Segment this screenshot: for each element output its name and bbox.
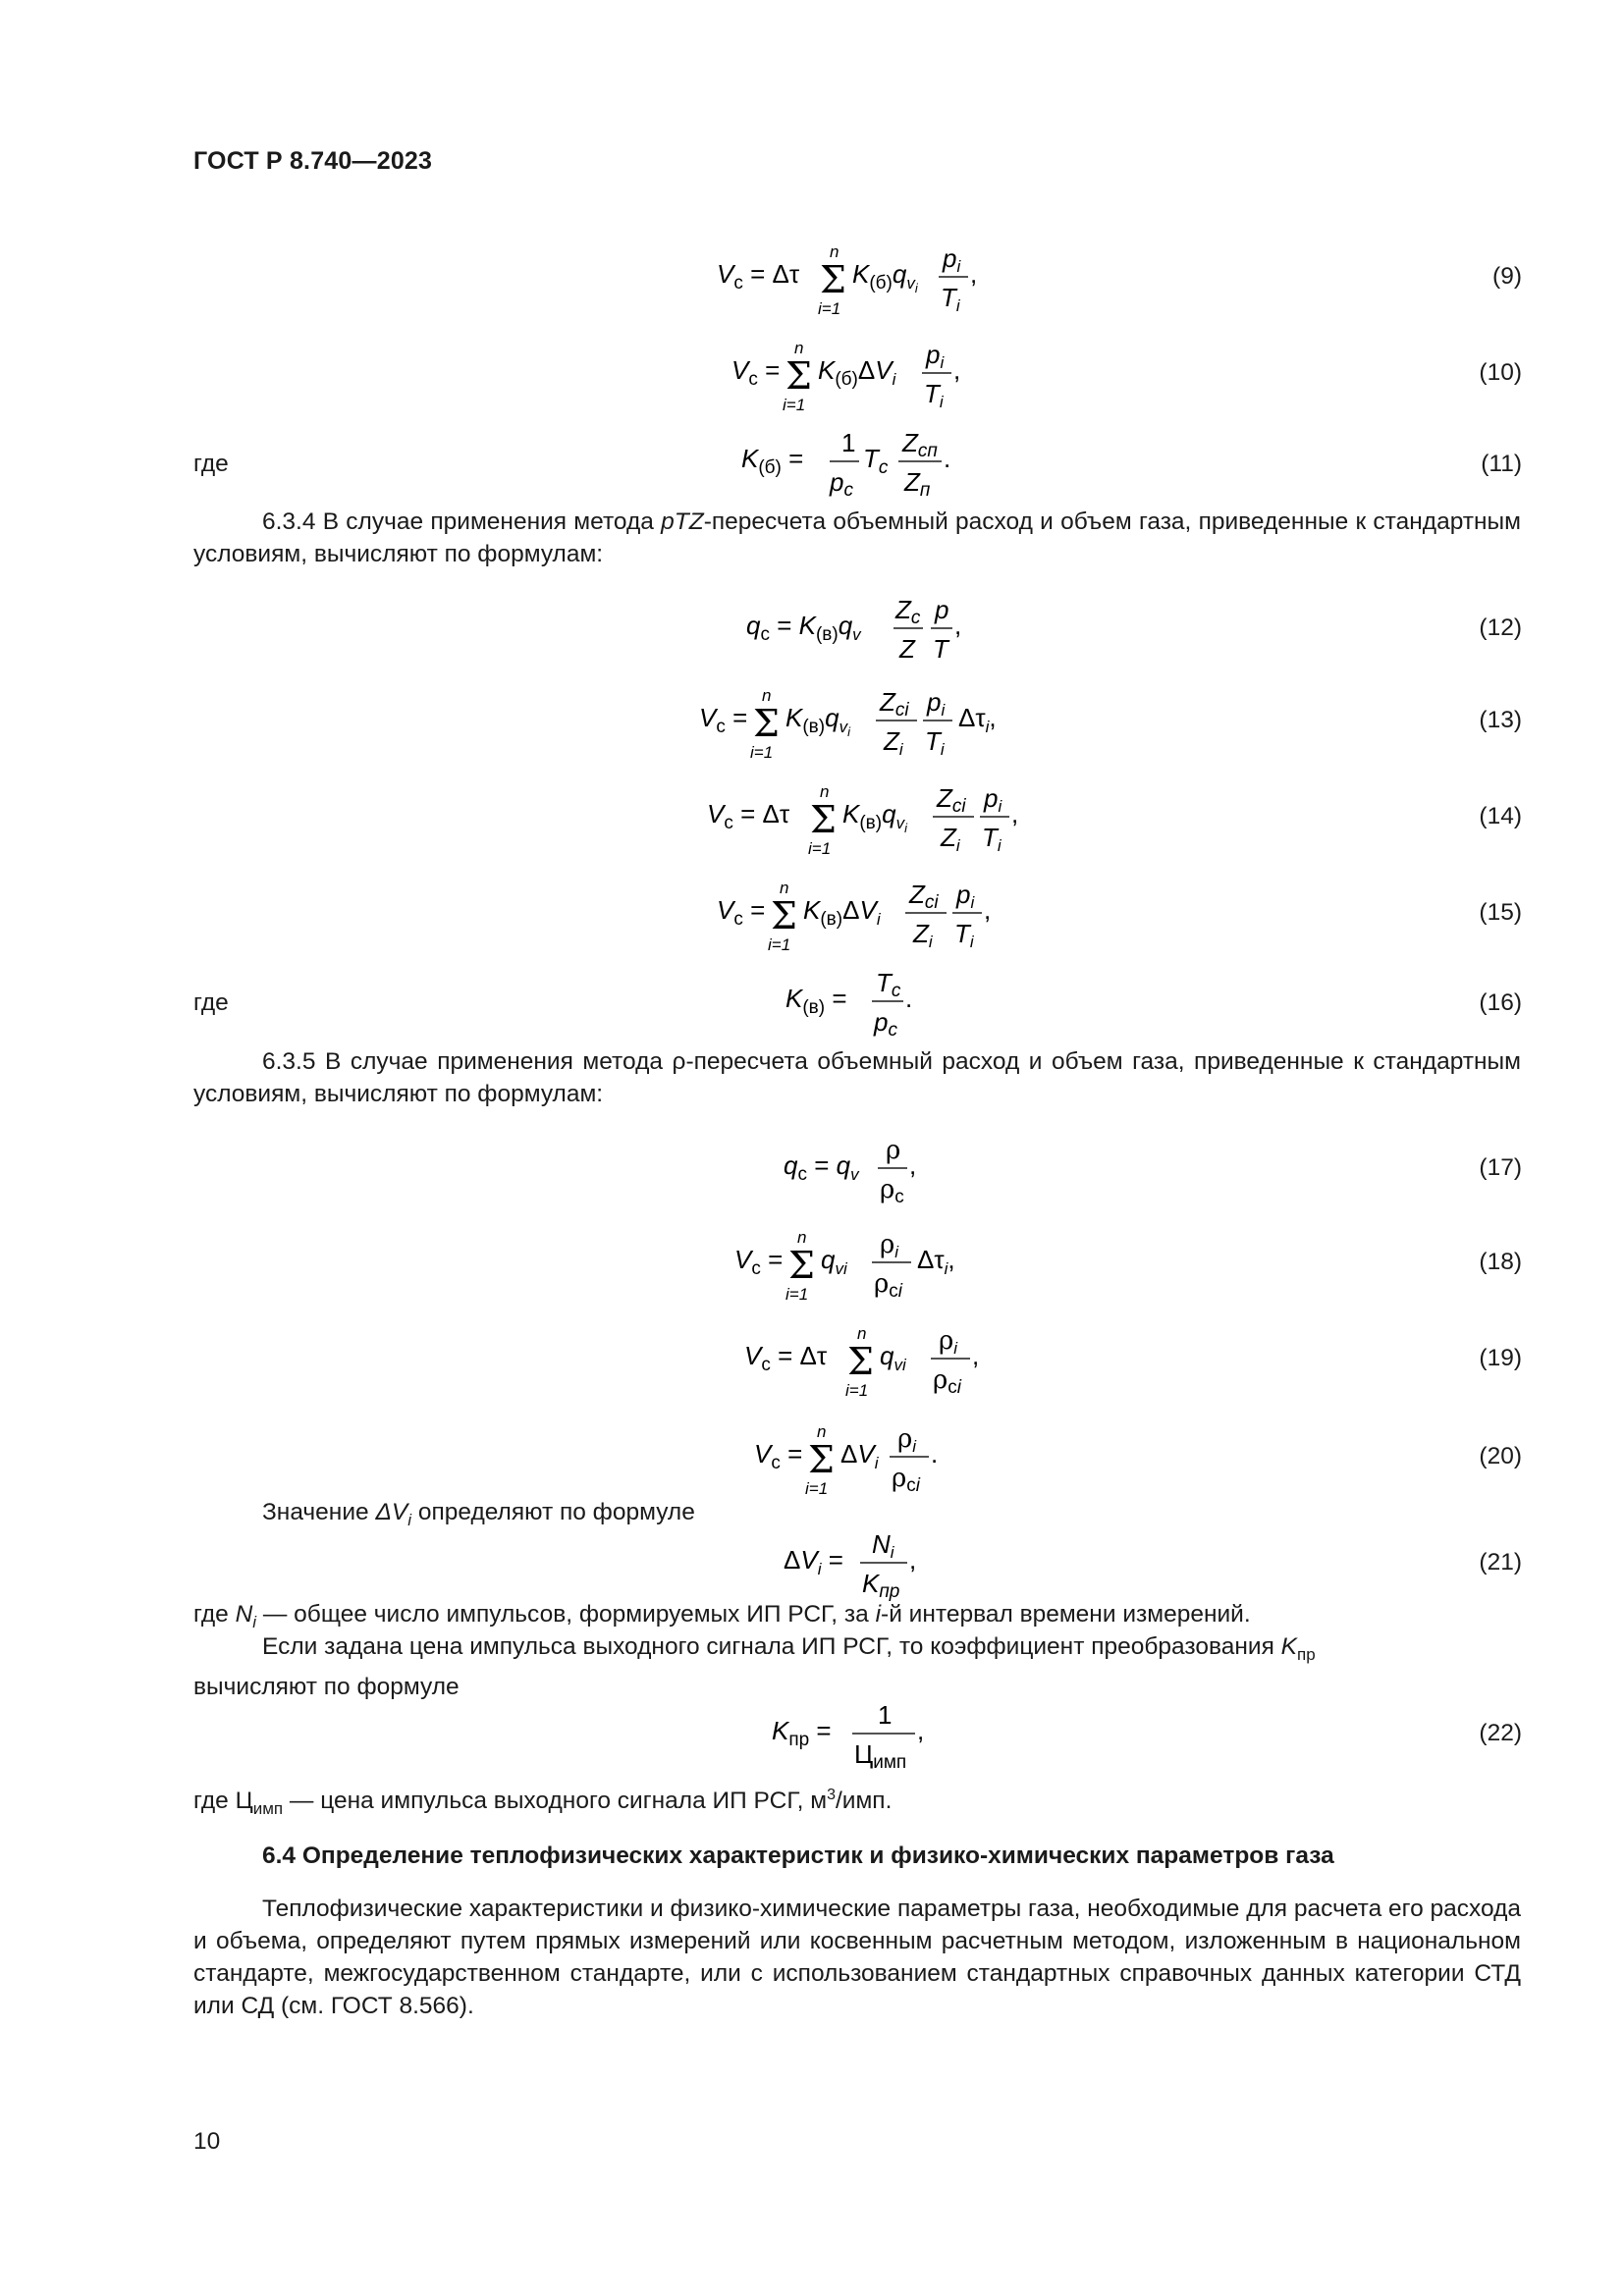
svg-text:,: , [909, 1150, 917, 1180]
svg-text:,: , [1011, 799, 1019, 828]
svg-text:n: n [762, 686, 772, 705]
svg-text:Zс: Zс [895, 595, 921, 628]
svg-text:K(б)ΔVi: $K_{(б)}\Delta V_i$ [818, 355, 896, 390]
svg-text:ρi: ρi [880, 1230, 899, 1261]
svg-text:K(б) =: $K_{(б)}$ = [741, 444, 804, 478]
formula-22 [772, 1692, 1361, 1781]
svg-text:Δτi,: $\Delta\tau_i$, [917, 1245, 955, 1278]
formula-17 [784, 1127, 1373, 1215]
svg-text:i=1: i=1 [808, 839, 832, 858]
svg-text:,: , [909, 1545, 917, 1575]
svg-text:Vс =: $V_с$ = [734, 1245, 784, 1279]
svg-text:pi: pi [956, 880, 975, 912]
svg-text:ρ: ρ [886, 1136, 901, 1165]
svg-text:K(в)qvi: $K_{(в)}q_vi$ [785, 703, 850, 739]
svg-text:Zсi: Zсi [880, 687, 909, 721]
svg-text:Σ: Σ [788, 1244, 815, 1287]
svg-text:i=1: i=1 [783, 396, 806, 414]
page-number: 10 [193, 2128, 221, 2155]
svg-text:Цимп: Цимп [854, 1739, 907, 1773]
svg-text:i=1: i=1 [785, 1285, 809, 1304]
svg-text:i=1: i=1 [805, 1479, 829, 1498]
equation-number-14: (14) [1479, 803, 1522, 829]
svg-text:Zсi: Zсi [937, 783, 966, 817]
svg-text:Kпр: Kпр [862, 1569, 900, 1602]
kpr-intro: Если задана цена импульса выходного сигнала ИП РСГ, то коэффициент преобразования $K_{пр}$ вычисляют по формуле [193, 1633, 1316, 1700]
equation-number-22: (22) [1479, 1720, 1522, 1746]
svg-text:Ti: Ti [941, 283, 960, 315]
svg-text:ρi: ρi [897, 1424, 917, 1456]
svg-text:,: , [970, 259, 978, 289]
equation-number-12: (12) [1479, 614, 1522, 641]
svg-text:Σ: Σ [808, 1438, 835, 1481]
equation-number-13: (13) [1479, 707, 1522, 733]
svg-text:Vс =: $V_с$ = [699, 703, 748, 737]
formula-20 [754, 1415, 1343, 1504]
cimp-definition: где $Ц_{имп}$ — цена импульса выходного сигнала ИП РСГ, $м^3$/имп. [193, 1787, 893, 1819]
svg-text:Zп: Zп [904, 467, 931, 501]
svg-text:Σ: Σ [753, 702, 780, 745]
svg-text:Tс: Tс [876, 968, 901, 1001]
svg-text:i=1: i=1 [845, 1381, 869, 1400]
svg-text:n: n [817, 1422, 827, 1441]
svg-text:ρсi: ρсi [933, 1365, 962, 1398]
where-label-11: где [193, 451, 229, 477]
formula-10 [731, 332, 1321, 420]
paragraph-6-3-5: 6.3.5 В случае применения метода ρ-пересчета объемный расход и объем газа, приведенные к стандартным условиям, вычисляют по формулам: [193, 1048, 1522, 1107]
svg-text:Ti: Ti [924, 379, 944, 411]
svg-text:T: T [933, 634, 948, 664]
svg-text:qvi: $q_{vi}$ [821, 1245, 847, 1278]
svg-text:Vс = Δτ: $V_с = \Delta\tau$ [707, 799, 790, 833]
svg-text:K(в)qvi: $K_{(в)}q_vi$ [842, 799, 907, 835]
formula-15 [717, 872, 1306, 960]
svg-text:n: n [794, 339, 804, 357]
equation-number-15: (15) [1479, 899, 1522, 926]
svg-text:.: . [931, 1439, 939, 1468]
svg-text:qс = K(в)qv: $q_с = K_{(в)}q_v$ [746, 611, 861, 645]
svg-text:n: n [830, 242, 839, 261]
svg-text:n: n [797, 1228, 807, 1247]
svg-text:1: 1 [878, 1700, 893, 1730]
svg-text:Zсi: Zсi [909, 880, 939, 913]
svg-text:ρсi: ρсi [892, 1464, 921, 1496]
equation-number-19: (19) [1479, 1345, 1522, 1371]
svg-text:pi: pi [984, 783, 1002, 816]
svg-text:,: , [954, 611, 962, 640]
svg-text:ρс: ρс [880, 1175, 904, 1207]
svg-text:,: , [917, 1716, 925, 1745]
svg-text:,: , [972, 1341, 980, 1370]
svg-text:Σ: Σ [820, 258, 846, 301]
svg-text:,: , [953, 355, 961, 385]
formula-13 [699, 679, 1288, 768]
svg-text:n: n [820, 782, 830, 801]
svg-text:pi: pi [927, 687, 946, 720]
formula-21 [784, 1522, 1373, 1610]
svg-text:Vс =: $V_с$ = [754, 1439, 803, 1473]
svg-text:Σ: Σ [810, 798, 837, 841]
svg-text:pi: pi [926, 340, 945, 372]
svg-text:Zi: Zi [884, 726, 903, 759]
svg-text:p: p [935, 595, 949, 624]
svg-text:n: n [780, 879, 789, 897]
svg-text:Zсп: Zсп [902, 428, 938, 461]
paragraph-6-3-4: 6.3.4 В случае применения метода pTZ-пересчета объемный расход и объем газа, приведенные к стандартным условиям, вычисляют по формулам: [193, 508, 1521, 567]
equation-number-10: (10) [1479, 359, 1522, 386]
svg-text:Σ: Σ [785, 354, 812, 398]
svg-text:K(в) =: $K_{(в)}$ = [785, 984, 847, 1018]
svg-text:Ti: Ti [982, 823, 1001, 855]
formula-11 [741, 420, 1330, 508]
svg-text:Zi: Zi [941, 823, 960, 855]
svg-text:pi: pi [943, 243, 961, 276]
svg-text:pс: pс [830, 467, 853, 501]
svg-text:ΔVi: $\Delta V_i$ [840, 1439, 879, 1472]
svg-text:Zi: Zi [913, 919, 933, 951]
formula-12 [746, 587, 1335, 675]
svg-text:Tс: $T_с$ [863, 444, 889, 478]
svg-text:Kпр =: $K_{пр}$ = [772, 1716, 832, 1750]
svg-text:n: n [857, 1324, 867, 1343]
svg-text:Vс =: $V_с$ = [731, 355, 781, 390]
formula-16 [785, 960, 1375, 1048]
equation-number-16: (16) [1479, 989, 1522, 1016]
svg-text:Vс =: $V_с$ = [717, 895, 766, 930]
svg-text:Ni: Ni [872, 1529, 894, 1562]
svg-text:K(б)qvi: $K_{(б)}q_vi$ [852, 259, 918, 295]
document-header: ГОСТ Р 8.740—2023 [193, 147, 433, 175]
equation-number-11: (11) [1481, 451, 1522, 477]
formula-19 [744, 1317, 1333, 1406]
svg-text:pс: pс [874, 1007, 897, 1041]
svg-text:Δτi,: $\Delta\tau_i$, [958, 703, 997, 736]
ni-definition: где $N_i$ — общее число импульсов, формируемых ИП РСГ, за i-й интервал времени измерений. [193, 1601, 1251, 1631]
where-label-16: где [193, 989, 229, 1016]
svg-text:Z: Z [899, 634, 915, 664]
delta-v-intro: Значение $\Delta V_i$ определяют по формуле [262, 1499, 695, 1529]
svg-text:K(в)ΔVi: $K_{(в)}\Delta V_i$ [803, 895, 881, 930]
svg-text:Σ: Σ [847, 1340, 874, 1383]
equation-number-9: (9) [1492, 263, 1522, 290]
svg-text:.: . [905, 984, 913, 1013]
svg-text:ρi: ρi [939, 1326, 958, 1358]
svg-text:Ti: Ti [954, 919, 974, 951]
svg-text:.: . [944, 444, 951, 473]
section-6-4-heading: 6.4 Определение теплофизических характеристик и физико-химических параметров газа [262, 1842, 1334, 1869]
svg-text:ρсi: ρсi [874, 1269, 903, 1302]
svg-text:i=1: i=1 [818, 299, 841, 318]
svg-text:ΔVi =: $\Delta V_i$ = [784, 1545, 843, 1578]
formula-18 [734, 1221, 1324, 1309]
equation-number-17: (17) [1479, 1154, 1522, 1181]
svg-text:Σ: Σ [771, 894, 797, 937]
equation-number-18: (18) [1479, 1249, 1522, 1275]
svg-text:Vс = Δτ: $V_с = \Delta\tau$ [744, 1341, 828, 1375]
section-6-4-body: Теплофизические характеристики и физико-химические параметры газа, необходимые для расчета его расхода и объема, определяют путем прямых измерений или косвенным расчетным методом, изложенным в национальном стандарте, межгосударственном стандарте, или с использованием стандартных справочных данных категории СТД или СД (см. ГОСТ 8.566). [193, 1896, 1521, 2019]
svg-text:i=1: i=1 [750, 743, 774, 762]
formula-14 [707, 775, 1296, 864]
formula-9 [717, 236, 1306, 324]
svg-text:qvi: $q_{vi}$ [880, 1341, 906, 1374]
equation-number-21: (21) [1479, 1549, 1522, 1575]
svg-text:1: 1 [841, 428, 856, 457]
svg-text:qс = qv: $q_с = q_v$ [784, 1150, 859, 1185]
equation-number-20: (20) [1479, 1443, 1522, 1469]
svg-text:,: , [984, 895, 992, 925]
svg-text:i=1: i=1 [768, 935, 791, 954]
svg-text:Ti: Ti [925, 726, 945, 759]
svg-text:Vс = Δτ: $V_с = \Delta\tau$ [717, 259, 800, 294]
